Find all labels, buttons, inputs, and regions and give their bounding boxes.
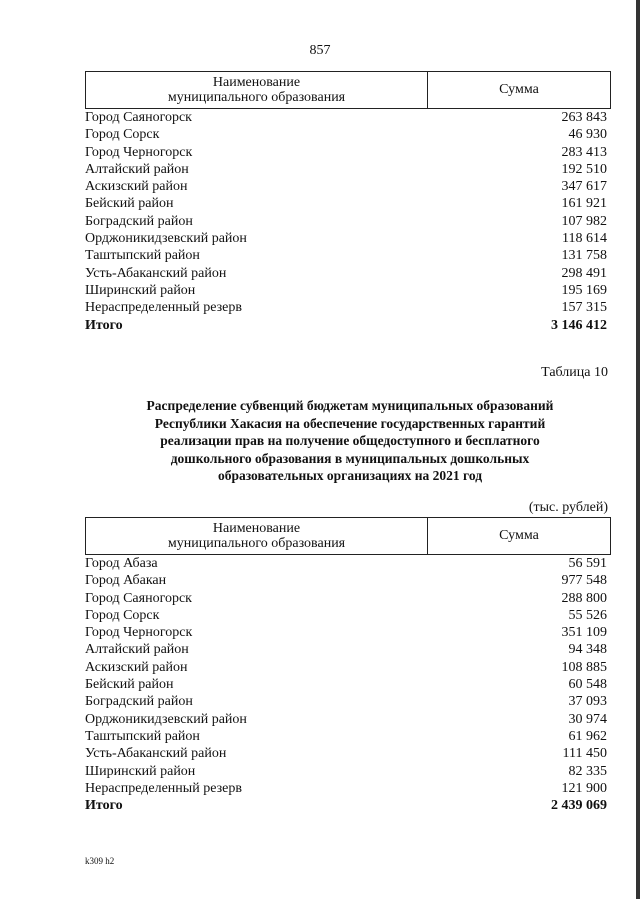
title-line: дошкольного образования в муниципальных дошкольных — [170, 450, 530, 466]
row-value: 977 548 — [561, 573, 607, 589]
table-row — [85, 676, 611, 693]
table-1-body — [85, 109, 611, 334]
table-row — [85, 213, 611, 230]
row-value: 46 930 — [568, 127, 607, 143]
row-name: Усть-Абаканский район — [85, 746, 227, 762]
row-value: 61 962 — [568, 728, 607, 744]
row-name: Алтайский район — [85, 642, 189, 658]
header-name-line1: Наименование — [212, 75, 301, 90]
row-value: 195 169 — [561, 282, 607, 298]
table-row — [85, 641, 611, 658]
table-row — [85, 109, 611, 126]
row-name: Алтайский район — [85, 161, 189, 177]
table-row — [85, 711, 611, 728]
table-1 — [85, 71, 611, 334]
table-row — [85, 178, 611, 195]
row-value: 56 591 — [568, 556, 607, 571]
row-name: Город Саяногорск — [85, 590, 192, 606]
row-value: 30 974 — [568, 711, 607, 727]
row-name: Ширинский район — [85, 763, 196, 779]
row-name: Город Сорск — [85, 127, 160, 143]
row-name: Бейский район — [85, 196, 174, 212]
table-2-body — [85, 555, 611, 814]
table-2-header-sum: Сумма — [499, 528, 539, 543]
row-name: Боградский район — [85, 694, 193, 710]
row-name: Орджоникидзевский район — [85, 231, 247, 247]
row-value: 298 491 — [561, 265, 607, 281]
row-name: Бейский район — [85, 677, 174, 693]
total-value: 3 146 412 — [551, 317, 607, 333]
row-value: 192 510 — [561, 161, 607, 177]
row-name: Ширинский район — [85, 282, 196, 298]
table-row — [85, 230, 611, 247]
table-row — [85, 728, 611, 745]
row-value: 107 982 — [561, 213, 607, 229]
row-value: 82 335 — [568, 763, 607, 779]
header-name-line2: муниципального образования — [167, 90, 346, 105]
scan-edge — [636, 0, 640, 899]
row-value: 121 900 — [561, 780, 607, 796]
row-name: Город Абакан — [85, 573, 167, 589]
row-value: 157 315 — [561, 300, 607, 316]
row-name: Таштыпский район — [85, 248, 200, 264]
row-name: Таштыпский район — [85, 728, 200, 744]
table-2 — [85, 517, 611, 814]
table-row — [85, 607, 611, 624]
table-2-header-name — [86, 518, 428, 554]
table-row — [85, 780, 611, 797]
row-name: Город Черногорск — [85, 625, 193, 641]
table-2-header — [85, 517, 611, 555]
row-value: 118 614 — [562, 231, 607, 247]
units-label: (тыс. рублей) — [528, 500, 608, 515]
table-2-title — [95, 397, 605, 485]
row-name: Аскизский район — [85, 179, 188, 195]
row-value: 351 109 — [561, 625, 607, 641]
table-row — [85, 624, 611, 641]
total-row — [85, 797, 611, 814]
footer-code: k309 h2 — [85, 856, 115, 866]
row-value: 60 548 — [568, 677, 607, 693]
row-name: Город Саяногорск — [85, 110, 192, 125]
total-label: Итого — [85, 317, 123, 333]
table-1-header-sum: Сумма — [499, 82, 539, 97]
row-value: 108 885 — [561, 659, 607, 675]
row-name: Орджоникидзевский район — [85, 711, 247, 727]
row-value: 161 921 — [561, 196, 607, 212]
title-line: Распределение субвенций бюджетам муниципальных образований — [146, 398, 554, 413]
row-value: 37 093 — [568, 694, 607, 710]
title-line: реализации прав на получение общедоступного и бесплатного — [160, 433, 540, 448]
row-name: Город Черногорск — [85, 144, 193, 160]
table-row — [85, 659, 611, 676]
table-row — [85, 745, 611, 762]
table-row — [85, 282, 611, 299]
total-value: 2 439 069 — [551, 798, 607, 814]
row-value: 263 843 — [561, 110, 607, 125]
table-row — [85, 161, 611, 178]
row-name: Боградский район — [85, 213, 193, 229]
row-value: 94 348 — [568, 642, 607, 658]
row-value: 283 413 — [561, 144, 607, 160]
row-name: Город Абаза — [85, 556, 158, 571]
total-label: Итого — [85, 798, 123, 814]
row-name: Аскизский район — [85, 659, 188, 675]
table-row — [85, 144, 611, 161]
header-name-line1: Наименование — [212, 521, 301, 536]
row-value: 55 526 — [568, 607, 607, 623]
row-value: 347 617 — [561, 179, 607, 195]
row-name: Нераспределенный резерв — [85, 780, 242, 796]
table-row — [85, 247, 611, 264]
row-value: 111 450 — [562, 746, 607, 762]
table-label: Таблица 10 — [541, 365, 608, 380]
table-row — [85, 555, 611, 572]
header-name-line2: муниципального образования — [167, 536, 346, 551]
table-row — [85, 265, 611, 282]
table-row — [85, 195, 611, 212]
table-row — [85, 299, 611, 316]
table-row — [85, 572, 611, 589]
page-number: 857 — [309, 43, 331, 58]
table-1-header — [85, 71, 611, 109]
table-row — [85, 590, 611, 607]
row-value: 288 800 — [561, 590, 607, 606]
table-row — [85, 763, 611, 780]
table-row — [85, 693, 611, 710]
title-line: образовательных организациях на 2021 год — [217, 468, 483, 483]
row-name: Город Сорск — [85, 607, 160, 623]
table-row — [85, 126, 611, 143]
title-line: Республики Хакасия на обеспечение государственных гарантий — [154, 415, 546, 431]
total-row — [85, 317, 611, 334]
row-value: 131 758 — [561, 248, 607, 264]
row-name: Усть-Абаканский район — [85, 265, 227, 281]
row-name: Нераспределенный резерв — [85, 300, 242, 316]
table-1-header-name — [86, 72, 428, 108]
